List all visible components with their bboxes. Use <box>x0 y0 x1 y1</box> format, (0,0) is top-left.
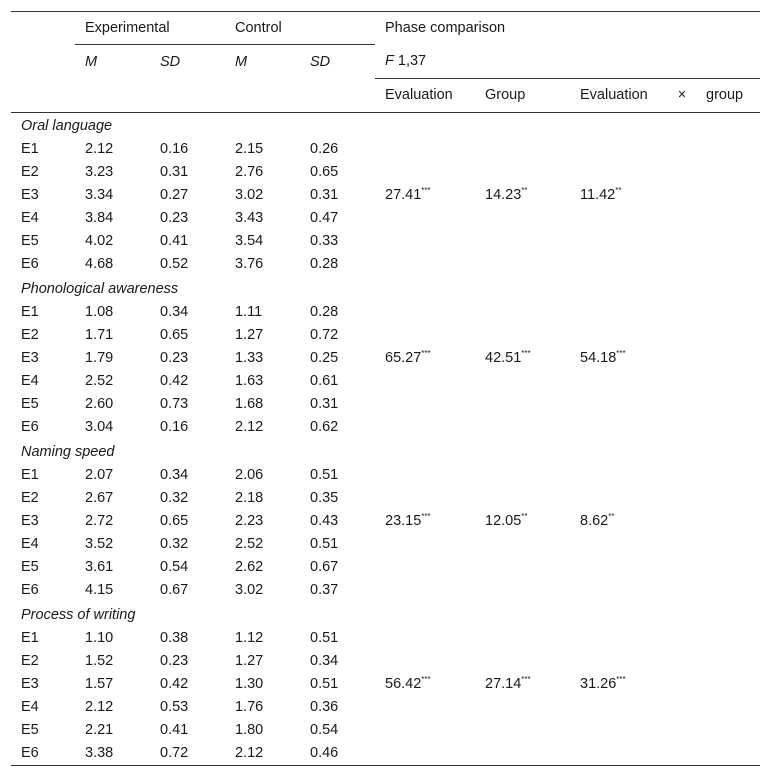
experimental-mean: 2.07 <box>85 467 114 483</box>
experimental-sd: 0.31 <box>160 164 189 180</box>
control-sd: 0.51 <box>310 536 339 552</box>
control-mean: 1.27 <box>235 327 264 343</box>
control-sd: 0.46 <box>300 742 375 766</box>
f-evaluation-value-number: 23.15 <box>385 513 422 529</box>
control-sd: 0.61 <box>310 373 339 389</box>
f-group-value <box>475 112 570 276</box>
f-group-value-number: 12.05 <box>485 513 522 529</box>
row-label: E1 <box>21 467 39 483</box>
experimental-sd: 0.32 <box>160 536 189 552</box>
control-mean: 2.06 <box>235 467 264 483</box>
experimental-mean: 1.71 <box>85 327 114 343</box>
significance-marker: *** <box>616 349 626 358</box>
control-mean: 2.62 <box>235 559 264 575</box>
experimental-sd: 0.32 <box>160 490 189 506</box>
header-experimental: Experimental <box>75 12 225 45</box>
experimental-sd: 0.23 <box>160 350 189 366</box>
row-label: E3 <box>21 676 39 692</box>
section-header-row <box>11 276 760 301</box>
control-mean: 1.80 <box>235 722 264 738</box>
experimental-mean: 3.23 <box>85 164 114 180</box>
experimental-mean: 2.67 <box>85 490 114 506</box>
experimental-mean: 3.61 <box>85 559 114 575</box>
control-sd: 0.31 <box>310 396 339 412</box>
row-label: E1 <box>21 141 39 157</box>
f-evaluation-value <box>375 276 475 439</box>
control-sd: 0.51 <box>310 467 339 483</box>
control-mean: 1.12 <box>235 630 264 646</box>
control-mean: 1.33 <box>235 350 264 366</box>
significance-marker: *** <box>421 349 431 358</box>
experimental-sd: 0.41 <box>160 722 189 738</box>
control-sd: 0.25 <box>310 350 339 366</box>
significance-marker: ** <box>521 512 528 521</box>
significance-marker: *** <box>521 349 531 358</box>
experimental-sd: 0.67 <box>160 582 189 598</box>
experimental-mean: 3.04 <box>85 419 114 435</box>
control-sd: 0.28 <box>310 256 339 272</box>
header-f-stat <box>375 45 760 79</box>
header-interaction-group: group <box>696 78 760 112</box>
header-control: Control <box>225 12 375 45</box>
control-sd: 0.33 <box>310 233 339 249</box>
significance-marker: *** <box>421 675 431 684</box>
f-group-value <box>475 602 570 766</box>
experimental-mean: 3.52 <box>85 536 114 552</box>
control-mean: 2.15 <box>235 141 264 157</box>
experimental-sd: 0.73 <box>160 396 189 412</box>
row-label: E2 <box>21 164 39 180</box>
results-table <box>11 11 760 766</box>
row-label: E3 <box>21 350 39 366</box>
row-label: E6 <box>21 256 39 272</box>
f-interaction-value <box>570 439 760 602</box>
control-mean: 2.52 <box>235 536 264 552</box>
control-sd: 0.37 <box>310 582 339 598</box>
header-blank <box>11 12 75 45</box>
control-sd: 0.51 <box>310 676 339 692</box>
significance-marker: *** <box>521 675 531 684</box>
experimental-mean: 2.52 <box>85 373 114 389</box>
experimental-sd: 0.72 <box>150 742 225 766</box>
control-sd: 0.62 <box>310 419 339 435</box>
row-label: E4 <box>21 536 39 552</box>
section-header-row <box>11 439 760 464</box>
experimental-sd: 0.54 <box>160 559 189 575</box>
f-evaluation-value <box>375 112 475 276</box>
f-interaction-value <box>570 112 760 276</box>
control-mean: 1.30 <box>235 676 264 692</box>
row-label: E5 <box>21 396 39 412</box>
row-label: E3 <box>21 187 39 203</box>
f-interaction-value-number: 54.18 <box>580 350 617 366</box>
experimental-mean: 2.60 <box>85 396 114 412</box>
experimental-mean: 1.79 <box>85 350 114 366</box>
row-label: E3 <box>21 513 39 529</box>
header-exp-m: M <box>85 53 98 70</box>
control-sd: 0.51 <box>310 630 339 646</box>
header-interaction-evaluation: Evaluation <box>570 78 668 112</box>
row-label: E6 <box>21 419 39 435</box>
header-blank-3 <box>11 78 75 112</box>
control-sd: 0.65 <box>310 164 339 180</box>
experimental-mean: 3.34 <box>85 187 114 203</box>
control-sd: 0.28 <box>310 304 339 320</box>
f-evaluation-value-number: 65.27 <box>385 350 422 366</box>
significance-marker: *** <box>616 675 626 684</box>
significance-marker: ** <box>521 186 528 195</box>
row-label: E5 <box>21 233 39 249</box>
section-header-row <box>11 112 760 138</box>
row-label: E2 <box>21 490 39 506</box>
experimental-sd: 0.53 <box>160 699 189 715</box>
experimental-sd: 0.41 <box>160 233 189 249</box>
row-label: E2 <box>21 327 39 343</box>
row-label: E4 <box>21 373 39 389</box>
section-title: Phonological awareness <box>21 281 179 297</box>
control-mean: 2.18 <box>235 490 264 506</box>
header-group: Group <box>475 78 570 112</box>
row-label: E5 <box>21 559 39 575</box>
control-mean: 2.23 <box>235 513 264 529</box>
experimental-mean: 1.57 <box>85 676 114 692</box>
control-sd: 0.67 <box>310 559 339 575</box>
f-group-value-number: 27.14 <box>485 676 522 692</box>
control-mean: 3.76 <box>235 256 264 272</box>
f-interaction-value <box>570 602 760 766</box>
section-title: Naming speed <box>21 444 115 460</box>
significance-marker: *** <box>421 186 431 195</box>
f-group-value <box>475 276 570 439</box>
control-sd: 0.72 <box>310 327 339 343</box>
control-mean: 2.76 <box>235 164 264 180</box>
control-sd: 0.26 <box>310 141 339 157</box>
control-mean: 1.68 <box>235 396 264 412</box>
control-mean: 1.76 <box>235 699 264 715</box>
f-interaction-value <box>570 276 760 439</box>
header-ctl-sd: SD <box>310 53 331 70</box>
experimental-mean: 4.15 <box>85 582 114 598</box>
control-mean: 2.12 <box>235 419 264 435</box>
control-mean: 3.54 <box>235 233 264 249</box>
significance-marker: ** <box>615 186 622 195</box>
f-evaluation-value-number: 56.42 <box>385 676 422 692</box>
row-label: E6 <box>11 742 75 766</box>
header-interaction-times: × <box>668 78 696 112</box>
row-label: E6 <box>21 582 39 598</box>
f-group-value-number: 14.23 <box>485 187 522 203</box>
f-group-value <box>475 439 570 602</box>
control-sd: 0.35 <box>310 490 339 506</box>
experimental-sd: 0.34 <box>160 304 189 320</box>
experimental-sd: 0.16 <box>160 419 189 435</box>
experimental-mean: 4.02 <box>85 233 114 249</box>
row-label: E4 <box>21 210 39 226</box>
f-evaluation-value-number: 27.41 <box>385 187 422 203</box>
control-mean: 3.02 <box>235 187 264 203</box>
row-label: E1 <box>21 630 39 646</box>
control-sd: 0.43 <box>310 513 339 529</box>
experimental-mean: 2.12 <box>85 141 114 157</box>
f-group-value-number: 42.51 <box>485 350 522 366</box>
significance-marker: ** <box>608 512 615 521</box>
experimental-mean: 1.10 <box>85 630 114 646</box>
f-interaction-value-number: 31.26 <box>580 676 617 692</box>
experimental-sd: 0.23 <box>160 210 189 226</box>
experimental-sd: 0.23 <box>160 653 189 669</box>
section-title: Process of writing <box>21 607 136 623</box>
section-title: Oral language <box>21 118 113 134</box>
control-mean: 3.43 <box>235 210 264 226</box>
experimental-mean: 1.08 <box>85 304 114 320</box>
row-label: E1 <box>21 304 39 320</box>
experimental-mean: 3.38 <box>75 742 150 766</box>
experimental-sd: 0.27 <box>160 187 189 203</box>
experimental-sd: 0.42 <box>160 373 189 389</box>
experimental-mean: 3.84 <box>85 210 114 226</box>
experimental-sd: 0.42 <box>160 676 189 692</box>
control-sd: 0.34 <box>310 653 339 669</box>
experimental-sd: 0.16 <box>160 141 189 157</box>
f-interaction-value-number: 8.62 <box>580 513 609 529</box>
f-evaluation-value <box>375 602 475 766</box>
control-sd: 0.36 <box>310 699 339 715</box>
header-phase-comparison: Phase comparison <box>375 12 760 45</box>
f-evaluation-value <box>375 439 475 602</box>
header-exp-sd: SD <box>160 53 181 70</box>
header-blank-2 <box>11 45 75 79</box>
header-f-df: 1,37 <box>393 53 427 69</box>
control-mean: 1.27 <box>235 653 264 669</box>
experimental-mean: 2.21 <box>85 722 114 738</box>
experimental-mean: 2.72 <box>85 513 114 529</box>
experimental-mean: 4.68 <box>85 256 114 272</box>
control-mean: 1.63 <box>235 373 264 389</box>
section-header-row <box>11 602 760 627</box>
experimental-mean: 1.52 <box>85 653 114 669</box>
experimental-sd: 0.52 <box>160 256 189 272</box>
row-label: E5 <box>21 722 39 738</box>
experimental-sd: 0.34 <box>160 467 189 483</box>
experimental-sd: 0.65 <box>160 327 189 343</box>
row-label: E4 <box>21 699 39 715</box>
control-mean: 1.11 <box>235 304 263 320</box>
control-mean: 2.12 <box>225 742 300 766</box>
header-ctl-m: M <box>235 53 248 70</box>
experimental-mean: 2.12 <box>85 699 114 715</box>
control-mean: 3.02 <box>235 582 264 598</box>
experimental-sd: 0.65 <box>160 513 189 529</box>
significance-marker: *** <box>421 512 431 521</box>
experimental-sd: 0.38 <box>160 630 189 646</box>
row-label: E2 <box>21 653 39 669</box>
f-interaction-value-number: 11.42 <box>580 187 616 203</box>
header-f-label: F <box>385 53 394 69</box>
header-evaluation: Evaluation <box>375 78 475 112</box>
control-sd: 0.54 <box>310 722 339 738</box>
control-sd: 0.47 <box>310 210 339 226</box>
control-sd: 0.31 <box>310 187 339 203</box>
